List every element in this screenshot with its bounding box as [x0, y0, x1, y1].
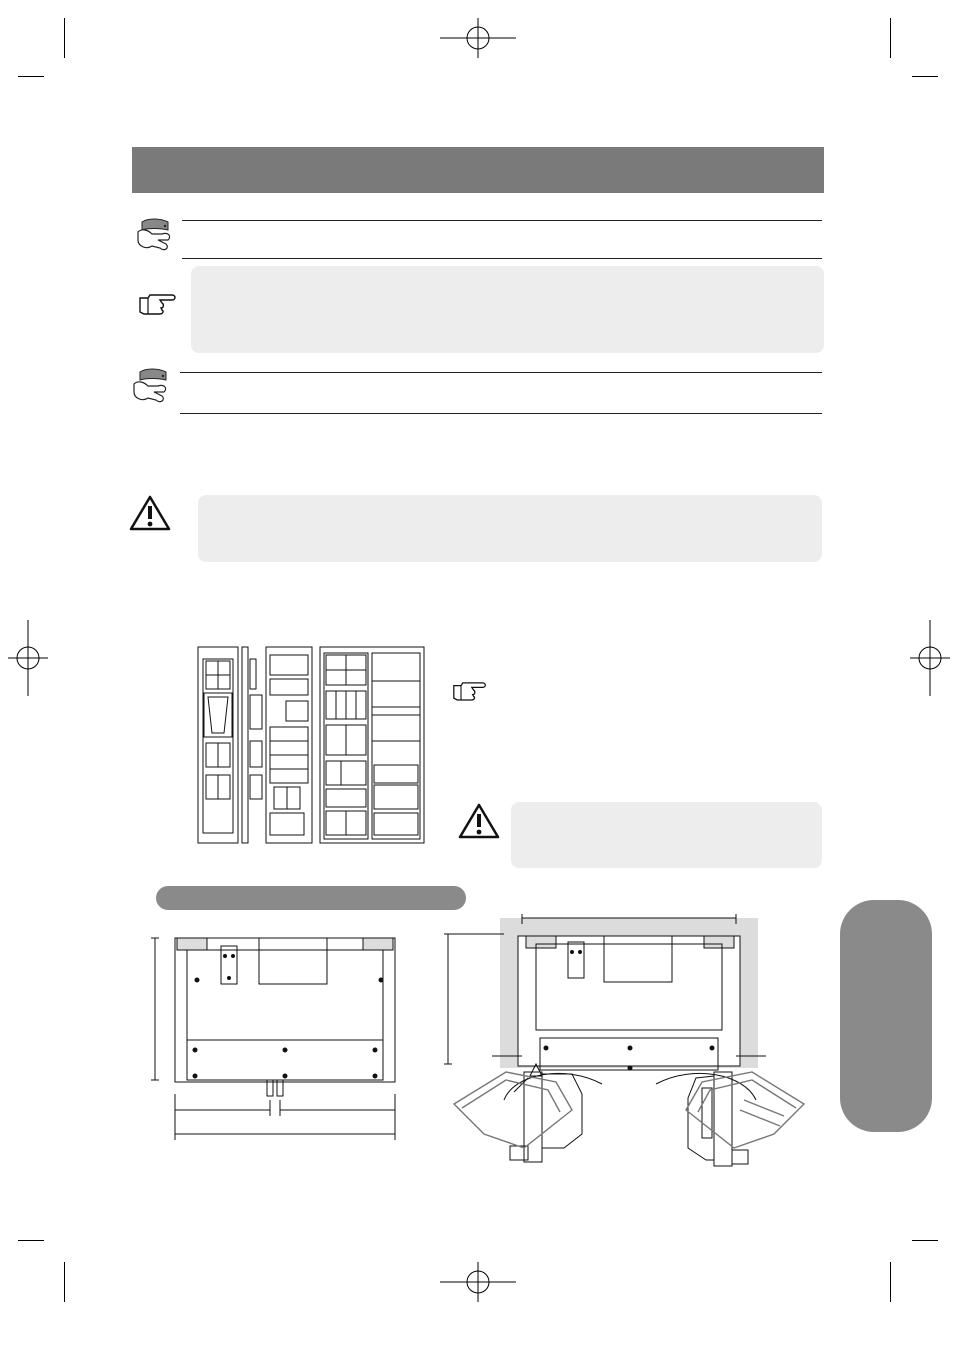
crop-mark	[890, 1262, 891, 1302]
crop-mark	[18, 1240, 44, 1241]
registration-target-bottom	[440, 1262, 516, 1302]
crop-mark	[912, 1240, 938, 1241]
divider	[182, 258, 822, 259]
warning-triangle-icon	[457, 802, 501, 840]
refrigerator-top-view-diagram	[145, 930, 405, 1140]
warning-triangle-icon	[128, 494, 172, 532]
divider	[182, 220, 822, 221]
divider	[180, 413, 822, 414]
divider	[180, 372, 822, 373]
warning-note-box	[511, 802, 822, 868]
info-note-box	[191, 266, 824, 353]
registration-target-right	[910, 620, 950, 696]
chef-hand-icon	[134, 216, 178, 258]
crop-mark	[64, 18, 65, 58]
section-label-pill	[156, 886, 466, 910]
chef-hand-icon	[130, 368, 174, 410]
side-tab	[840, 900, 932, 1132]
crop-mark	[890, 18, 891, 58]
pointing-hand-icon	[138, 292, 178, 316]
refrigerator-door-swing-diagram	[444, 914, 824, 1172]
crop-mark	[18, 76, 44, 77]
pointing-hand-icon	[452, 680, 488, 702]
registration-target-left	[8, 620, 48, 696]
crop-mark	[912, 76, 938, 77]
warning-note-box	[198, 495, 822, 562]
refrigerator-interior-diagram	[196, 645, 426, 845]
page-title-bar	[132, 147, 824, 193]
registration-target-top	[440, 18, 516, 58]
crop-mark	[64, 1262, 65, 1302]
